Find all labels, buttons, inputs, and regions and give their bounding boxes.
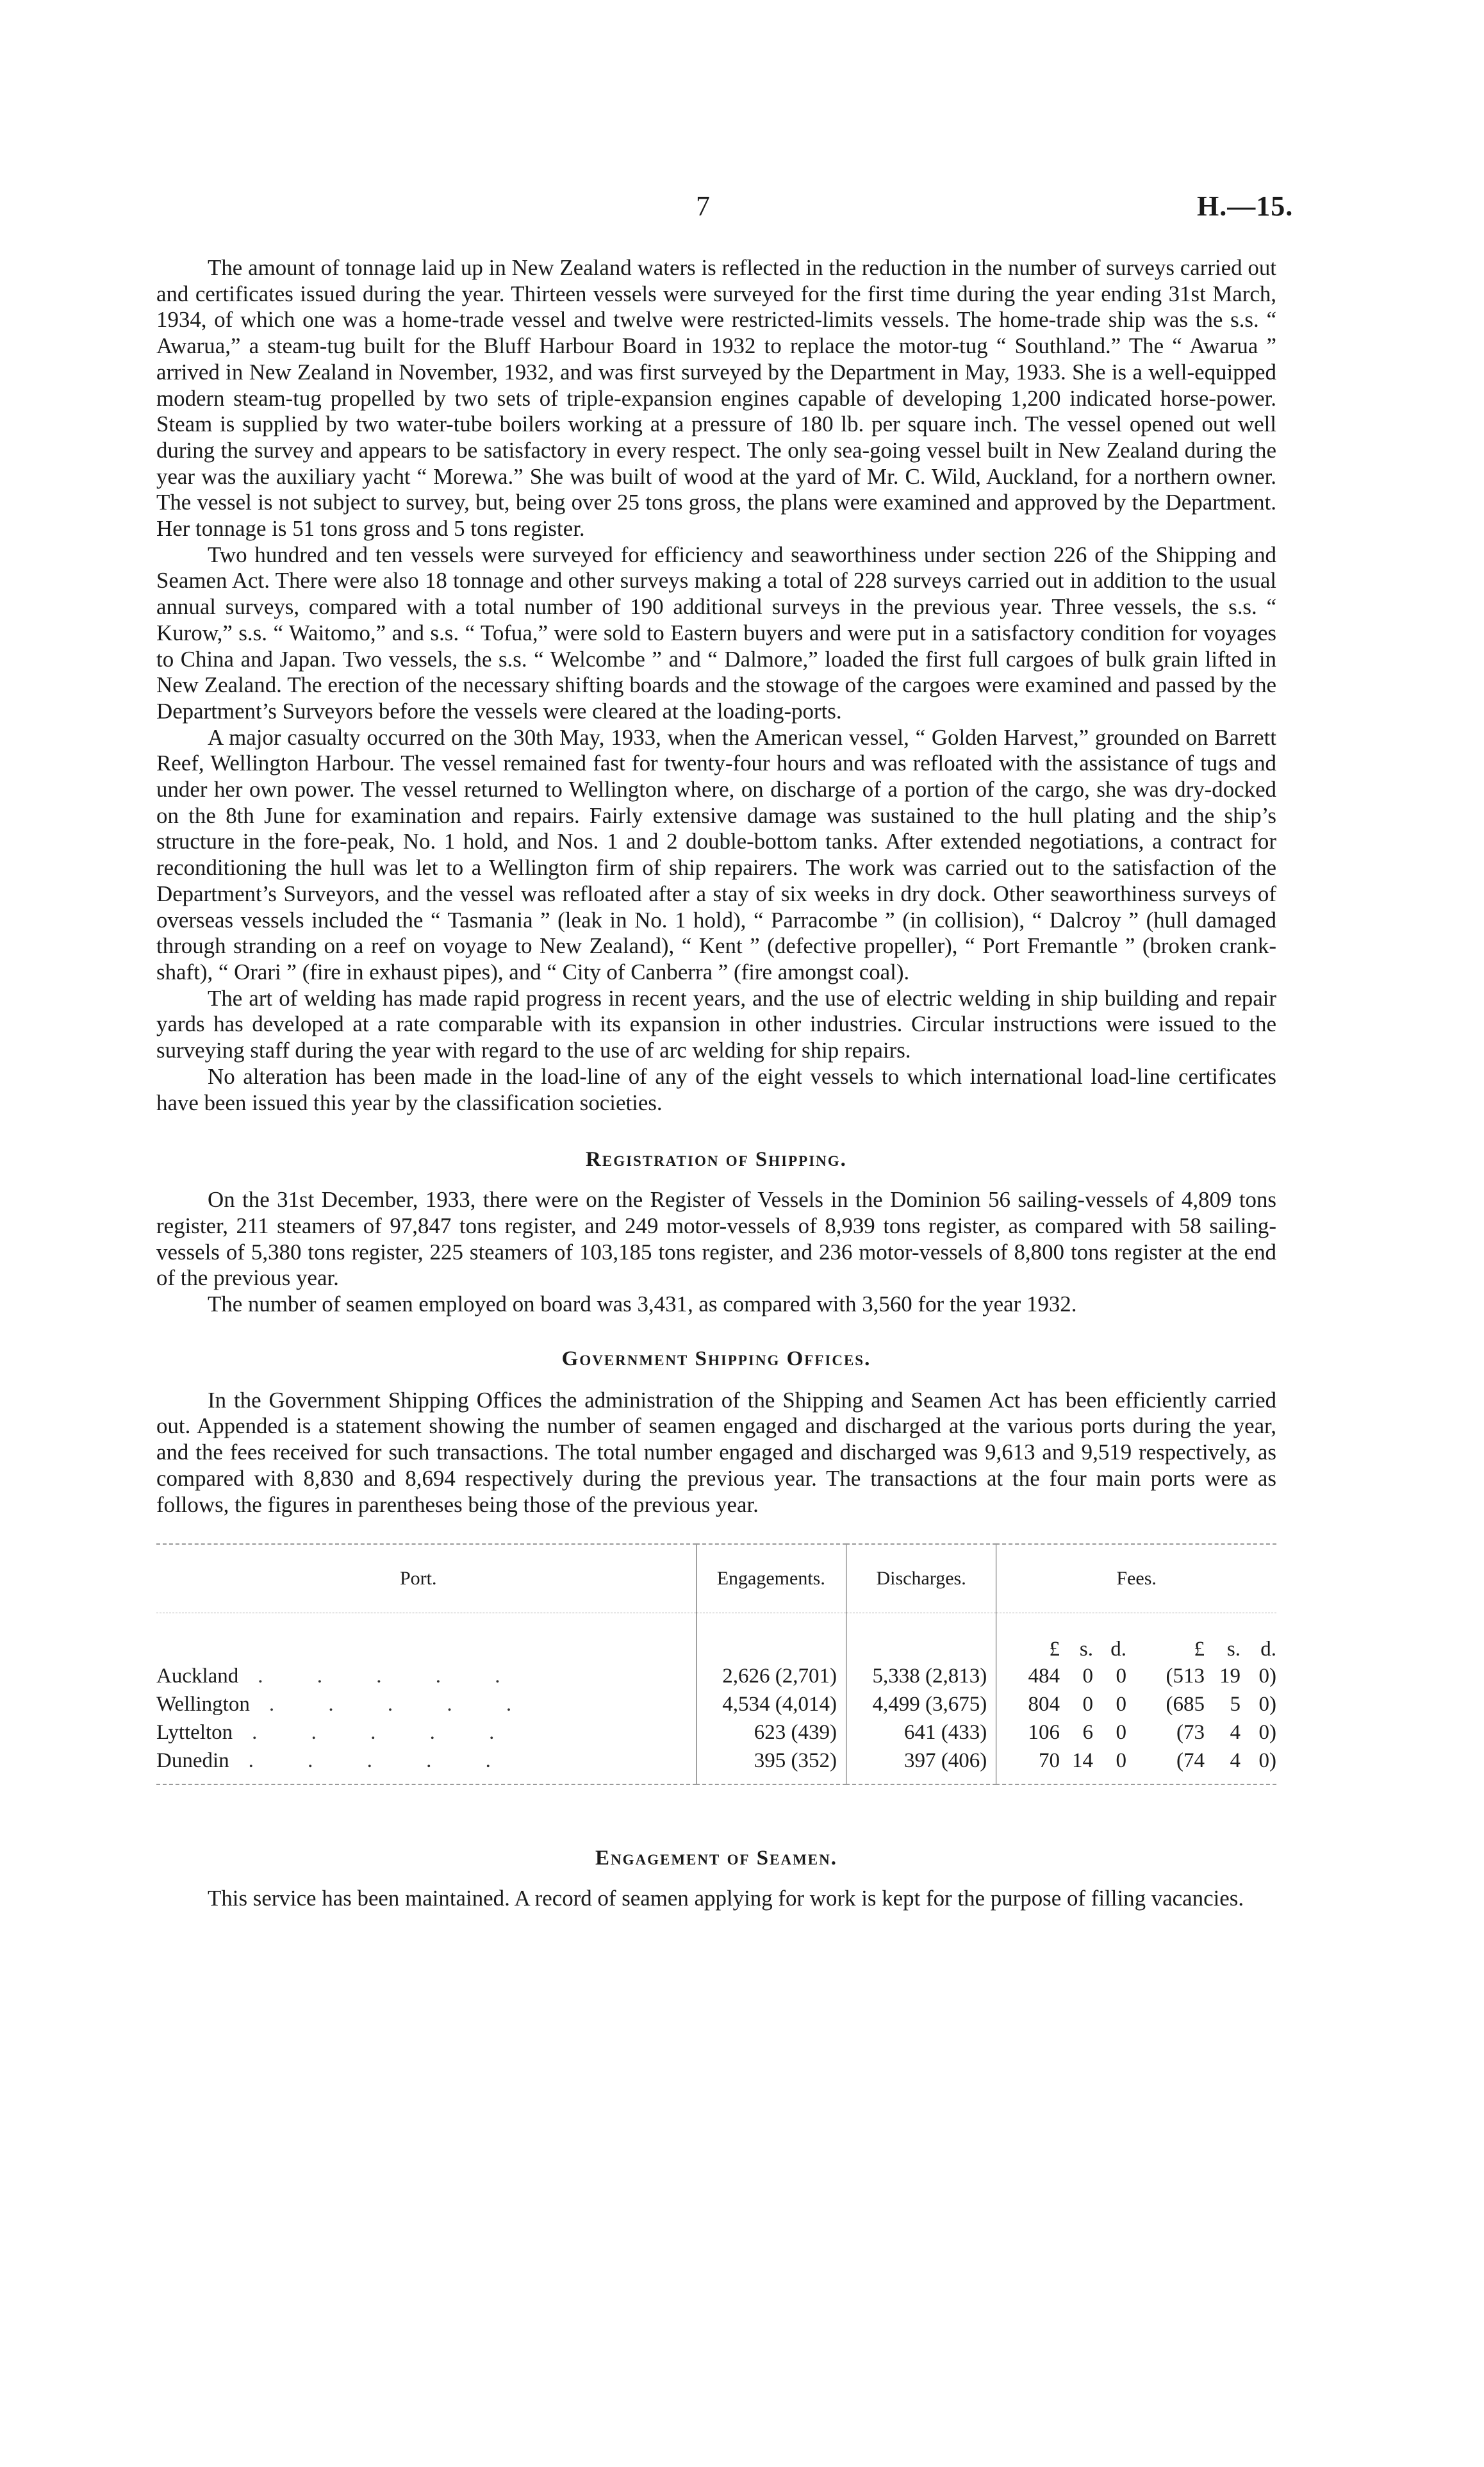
table-header-row xyxy=(156,1544,1276,1613)
column-header-port: Port. xyxy=(156,1544,696,1613)
section-heading-government-offices: Government Shipping Offices. xyxy=(561,1347,871,1370)
fees-value: 70 14 0 (74 4 0) xyxy=(1039,1749,1276,1773)
paragraph-registration-register: On the 31st December, 1933, there were on the Register of Vessels in the Dominion 56 sailing-vessels of 4,809 tons register, 211 steamers of 97,847 tons register, and 249 motor-vessels of 8,939 tons register, as compared with 58 sailing-vessels of 5,380 tons register, 225 steamers of 103,185 tons register, and 236 motor-vessels of 8,800 tons register at the end of the previous year. xyxy=(156,1187,1276,1291)
paragraph-major-casualty: A major casualty occurred on the 30th May, 1933, when the American vessel, “ Golden Harvest,” grounded on Barrett Reef, Wellington Harbour. The vessel remained fast for twenty-four hours and was refloated with the assistance of tugs and under her own power. The vessel returned to Wellington where, on discharge of a portion of the cargo, she was dry-docked on the 8th June for examination and repairs. Fairly extensive damage was sustained to the hull plating and the ship’s structure in the fore-peak, No. 1 hold, and Nos. 1 and 2 double-bottom tanks. After extended negotiations, a contract for reconditioning the hull was let to a Wellington firm of ship repairers. The work was carried out to the satisfaction of the Department’s Surveyors, and the vessel was refloated after a stay of six weeks in dry dock. Other seaworthiness surveys of overseas vessels included the “ Tasmania ” (leak in No. 1 hold), “ Parracombe ” (in collision), “ Dalcroy ” (hull damaged through stranding on a reef on voyage to New Zealand), “ Kent ” (defective propeller), “ Port Fremantle ” (broken crank-shaft), “ Orari ” (fire in exhaust pipes), and “ City of Canberra ” (fire amongst coal). xyxy=(156,724,1276,984)
port-name: Lyttelton xyxy=(156,1721,233,1745)
unit-pounds-previous: £ xyxy=(1194,1638,1205,1661)
page-body xyxy=(156,255,1276,1912)
discharges-value: 397 (406) xyxy=(846,1747,996,1784)
dot-leaders: . . . . . xyxy=(252,1721,519,1745)
column-header-fees: Fees. xyxy=(996,1544,1276,1613)
paragraph-government-offices: In the Government Shipping Offices the administration of the Shipping and Seamen Act has been efficiently carried out. Appended is a statement showing the number of seamen engaged and discharged at the various ports during the year, and the fees received for such transactions. The total number engaged and discharged was 9,613 and 9,519 respectively, as compared with 8,830 and 8,694 respectively during the previous year. The transactions at the four main ports were as follows, the figures in parentheses being those of the previous year. xyxy=(156,1387,1276,1517)
paragraph-surveys-efficiency: Two hundred and ten vessels were surveyed for efficiency and seaworthiness under section 226 of the Shipping and Seamen Act. There were also 18 tonnage and other surveys making a total of 228 surveys carried out in addition to the usual annual surveys, compared with a total number of 190 additional surveys in the previous year. Three vessels, the s.s. “ Kurow,” s.s. “ Waitomo,” and s.s. “ Tofua,” were sold to Eastern buyers and were put in a satisfactory condition for voyages to China and Japan. Two vessels, the s.s. “ Welcombe ” and “ Dalmore,” loaded the first full cargoes of bulk grain lifted in New Zealand. The erection of the necessary shifting boards and the stowage of the cargoes were examined and passed by the Department’s Surveyors before the vessels were cleared at the loading-ports. xyxy=(156,542,1276,724)
paragraph-load-line: No alteration has been made in the load-line of any of the eight vessels to which international load-line certificates have been issued this year by the classification societies. xyxy=(156,1063,1276,1115)
document-code: H.—15. xyxy=(1197,190,1294,222)
page-number: 7 xyxy=(696,190,710,222)
unit-shillings: s. xyxy=(1079,1638,1093,1661)
port-name: Auckland xyxy=(156,1665,239,1688)
section-heading-registration: Registration of Shipping. xyxy=(586,1148,847,1172)
port-name: Wellington xyxy=(156,1693,250,1716)
engagements-value: 2,626 (2,701) xyxy=(696,1662,846,1690)
discharges-value: 5,338 (2,813) xyxy=(846,1662,996,1690)
unit-shillings-previous: s. xyxy=(1226,1638,1241,1661)
discharges-value: 641 (433) xyxy=(846,1718,996,1747)
paragraph-engagement: This service has been maintained. A record of seamen applying for work is kept for the purpose of filling vacancies. xyxy=(208,1886,1244,1911)
engagements-value: 623 (439) xyxy=(696,1718,846,1747)
engagements-value: 4,534 (4,014) xyxy=(696,1690,846,1718)
table-row xyxy=(156,1690,1276,1718)
paragraph-welding: The art of welding has made rapid progress in recent years, and the use of electric welding in ship building and repair yards has developed at a rate comparable with its expansion in other industries. Circular instructions were issued to the surveying staff during the year with regard to the use of arc welding for ship repairs. xyxy=(156,985,1276,1063)
fees-value: 106 6 0 (73 4 0) xyxy=(1028,1721,1276,1745)
table-row xyxy=(156,1747,1276,1784)
fees-value: 484 0 0 (513 19 0) xyxy=(1028,1665,1276,1688)
paragraph-registration-seamen: The number of seamen employed on board was 3,431, as compared with 3,560 for the year 1932. xyxy=(208,1292,1077,1317)
dot-leaders: . . . . . xyxy=(258,1665,525,1688)
paragraph-surveys-intro: The amount of tonnage laid up in New Zealand waters is reflected in the reduction in the number of surveys carried out and certificates issued during the year. Thirteen vessels were surveyed for the first time during the year ending 31st March, 1934, of which one was a home-trade vessel and twelve were restricted-limits vessels. The home-trade ship was the s.s. “ Awarua,” a steam-tug built for the Bluff Harbour Board in 1932 to replace the motor-tug “ Southland.” The “ Awarua ” arrived in New Zealand in November, 1932, and was first surveyed by the Department in May, 1933. She is a well-equipped modern steam-tug propelled by two sets of triple-expansion engines capable of developing 1,200 indicated horse-power. Steam is supplied by two water-tube boilers working at a pressure of 180 lb. per square inch. The vessel opened out well during the survey and appears to be satisfactory in every respect. The only sea-going vessel built in New Zealand during the year was the auxiliary yacht “ Morewa.” She was built of wood at the yard of Mr. C. Wild, Auckland, for a northern owner. The vessel is not subject to survey, but, being over 25 tons gross, the plans were examined and approved by the Department. Her tonnage is 51 tons gross and 5 tons register. xyxy=(156,255,1276,542)
unit-pence-previous: d. xyxy=(1260,1638,1276,1661)
currency-units-row xyxy=(156,1613,1276,1663)
ports-transactions-table xyxy=(156,1543,1276,1785)
column-header-discharges: Discharges. xyxy=(846,1544,996,1613)
port-name: Dunedin xyxy=(156,1749,229,1773)
table-row xyxy=(156,1662,1276,1690)
unit-pounds: £ xyxy=(1049,1638,1060,1661)
section-heading-engagement: Engagement of Seamen. xyxy=(595,1847,837,1870)
column-header-engagements: Engagements. xyxy=(696,1544,846,1613)
engagements-value: 395 (352) xyxy=(696,1747,846,1784)
fees-value: 804 0 0 (685 5 0) xyxy=(1028,1693,1276,1716)
discharges-value: 4,499 (3,675) xyxy=(846,1690,996,1718)
table-row xyxy=(156,1718,1276,1747)
dot-leaders: . . . . . xyxy=(248,1749,515,1773)
unit-pence: d. xyxy=(1110,1638,1126,1661)
dot-leaders: . . . . . xyxy=(268,1693,536,1716)
